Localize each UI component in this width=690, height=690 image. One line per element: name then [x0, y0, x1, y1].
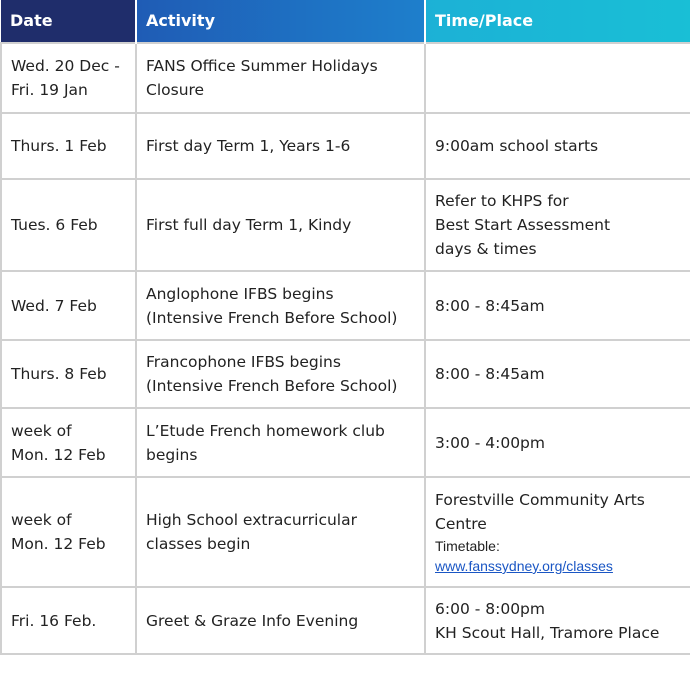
date-cell [1, 179, 136, 271]
activity-line: FANS Office Summer Holidays [146, 57, 378, 75]
activity-cell [136, 271, 425, 340]
activity-cell [136, 408, 425, 477]
activity-line: First day Term 1, Years 1-6 [146, 137, 351, 155]
date-line: week of [11, 421, 72, 440]
time-place-line: 8:00 - 8:45am [435, 365, 545, 383]
activity-line: begins [146, 445, 198, 464]
date-cell [1, 408, 136, 477]
date-line: Wed. 20 Dec - [11, 57, 120, 75]
activity-line: Greet & Graze Info Evening [146, 611, 359, 630]
date-line: Thurs. 8 Feb [11, 365, 107, 383]
activity-line: Francophone IFBS begins [146, 353, 341, 371]
table-row [1, 477, 690, 587]
timetable-label: Timetable: [435, 538, 500, 554]
activity-line: Closure [146, 81, 205, 99]
table-row [1, 408, 690, 477]
time-place-line: days & times [435, 240, 537, 258]
activity-cell [136, 340, 425, 408]
date-line: Wed. 7 Feb [11, 296, 97, 315]
time-place-line: 6:00 - 8:00pm [435, 599, 545, 618]
time-place-line: Refer to KHPS for [435, 192, 569, 210]
date-line: Fri. 16 Feb. [11, 611, 97, 630]
activity-cell [136, 179, 425, 271]
activity-cell [136, 587, 425, 654]
time-place-cell [425, 587, 690, 654]
activity-line: High School extracurricular [146, 511, 357, 529]
activity-line: (Intensive French Before School) [146, 308, 398, 327]
date-line: Fri. 19 Jan [11, 81, 88, 99]
time-place-cell [425, 179, 690, 271]
time-place-line: KH Scout Hall, Tramore Place [435, 623, 660, 642]
activity-cell [136, 477, 425, 587]
time-place-column-header: Time/Place [425, 0, 690, 43]
time-place-line: Best Start Assessment [435, 216, 611, 234]
date-line: Thurs. 1 Feb [11, 137, 107, 155]
activity-line: classes begin [146, 535, 251, 553]
time-place-cell [425, 408, 690, 477]
time-place-line: 3:00 - 4:00pm [435, 433, 545, 452]
date-cell [1, 587, 136, 654]
table-header-row [1, 0, 690, 43]
time-place-cell [425, 43, 690, 113]
time-place-line: Forestville Community Arts [435, 491, 645, 509]
date-line: Mon. 12 Feb [11, 445, 106, 464]
time-place-cell [425, 271, 690, 340]
activity-cell [136, 43, 425, 113]
date-column-header: Date [1, 0, 136, 43]
table-row [1, 179, 690, 271]
date-cell [1, 340, 136, 408]
activity-column-header: Activity [136, 0, 425, 43]
date-line: week of [11, 511, 72, 529]
table-row [1, 113, 690, 179]
activity-line: First full day Term 1, Kindy [146, 216, 352, 234]
time-place-cell [425, 113, 690, 179]
time-place-line: 9:00am school starts [435, 137, 599, 155]
timetable-link[interactable]: www.fanssydney.org/classes [435, 558, 613, 574]
activity-line: L’Etude French homework club [146, 421, 385, 440]
activity-line: (Intensive French Before School) [146, 377, 398, 395]
date-cell [1, 43, 136, 113]
date-line: Mon. 12 Feb [11, 535, 106, 553]
table-row [1, 271, 690, 340]
date-cell [1, 113, 136, 179]
date-line: Tues. 6 Feb [11, 216, 98, 234]
time-place-cell [425, 340, 690, 408]
activity-line: Anglophone IFBS begins [146, 284, 334, 303]
table-row [1, 43, 690, 113]
date-cell [1, 477, 136, 587]
table-row [1, 340, 690, 408]
table-row [1, 587, 690, 654]
date-cell [1, 271, 136, 340]
time-place-cell [425, 477, 690, 587]
time-place-line: 8:00 - 8:45am [435, 296, 545, 315]
time-place-line: Centre [435, 515, 487, 533]
activity-cell [136, 113, 425, 179]
